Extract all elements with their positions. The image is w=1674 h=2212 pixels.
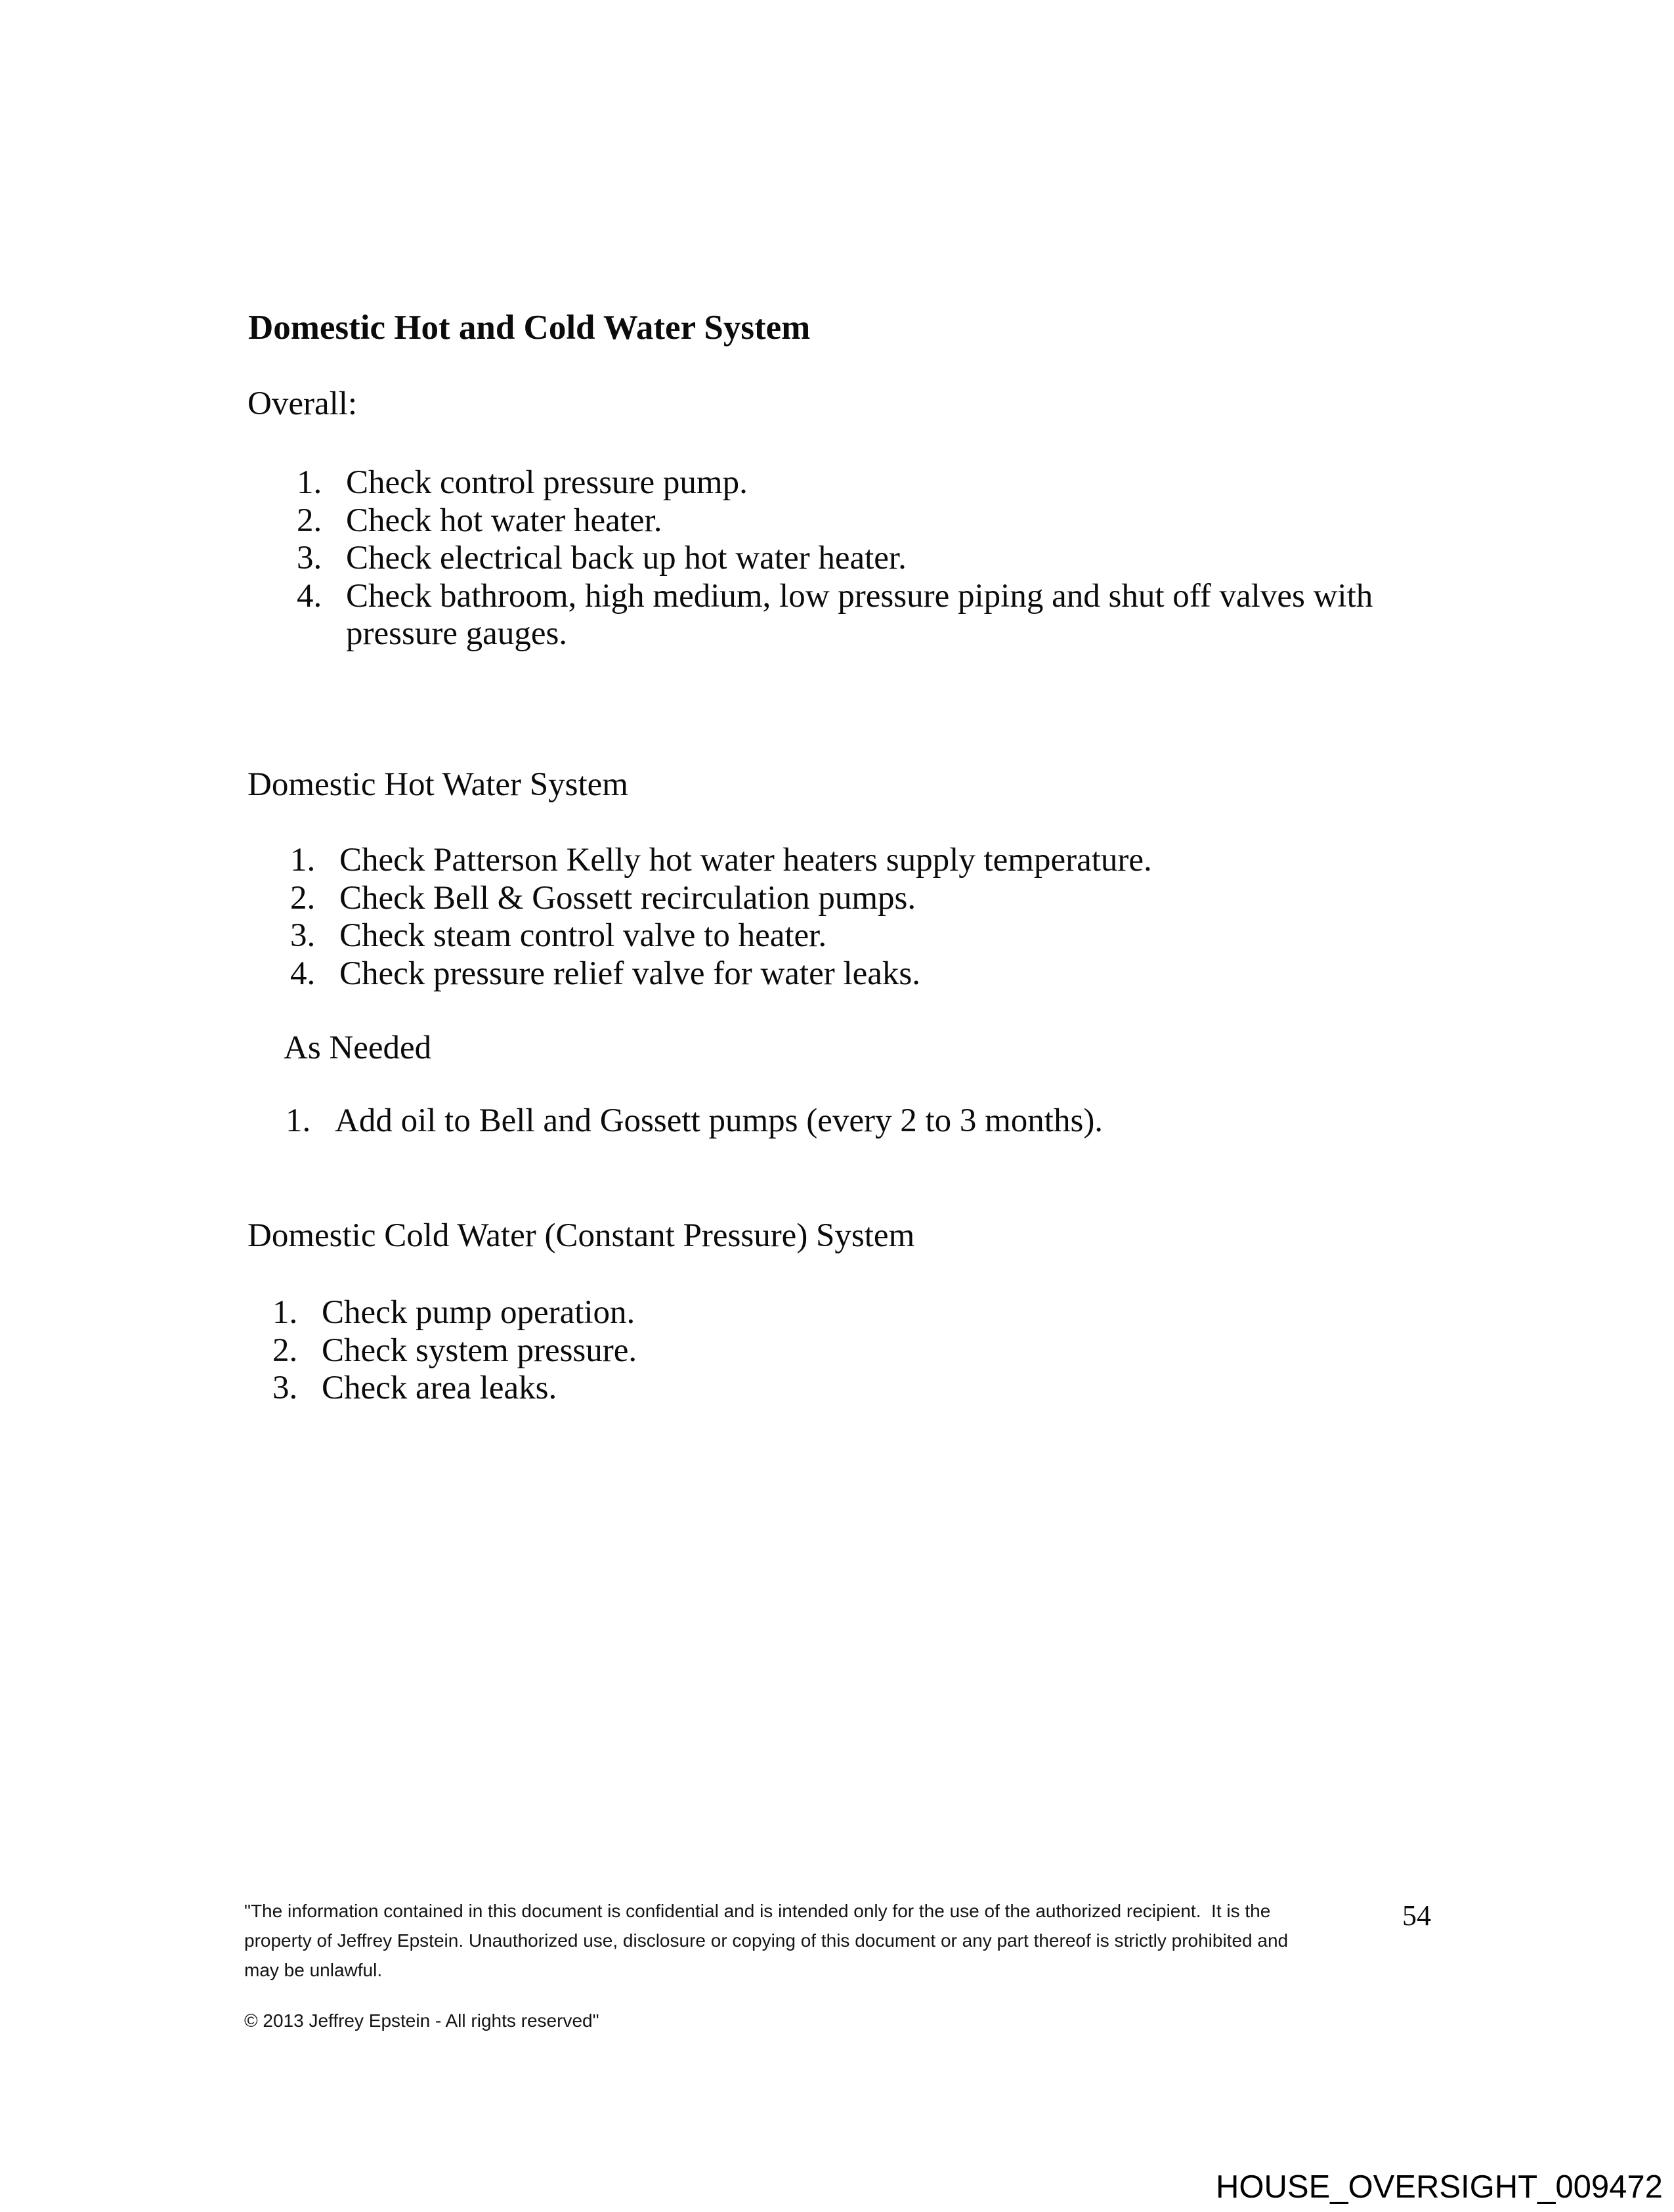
list-item <box>290 955 1403 993</box>
hot-water-checklist <box>290 842 1403 993</box>
list-item <box>272 1294 1385 1332</box>
list-item-text: Check pump operation. <box>322 1294 635 1331</box>
list-item <box>290 917 1403 955</box>
list-item-text: Check electrical back up hot water heater. <box>346 540 907 576</box>
list-item-text: Check Bell & Gossett recirculation pumps. <box>339 879 916 917</box>
list-item <box>297 540 1409 578</box>
disclaimer-line: property of Jeffrey Epstein. Unauthorized use, disclosure or copying of this document or any part thereof is strictly prohibited and <box>244 1930 1289 1951</box>
cold-water-checklist <box>272 1294 1385 1408</box>
list-item-text: Add oil to Bell and Gossett pumps (every 2 to 3 months). <box>335 1102 1104 1139</box>
list-item-text: Check pressure relief valve for water leaks. <box>339 955 921 992</box>
page-number: 54 <box>1402 1899 1431 1932</box>
document-title: Domestic Hot and Cold Water System <box>248 309 811 347</box>
list-item-text: Check area leaks. <box>322 1370 557 1406</box>
list-item-text: Check bathroom, high medium, low pressure piping and shut off valves with pressure gauges. <box>346 577 1373 652</box>
list-item <box>297 464 1409 502</box>
section-heading-hot-water: Domestic Hot Water System <box>247 766 628 803</box>
list-item <box>290 842 1403 880</box>
list-item-text: Check control pressure pump. <box>346 464 748 501</box>
overall-checklist <box>297 464 1409 653</box>
list-item-text: Check system pressure. <box>322 1332 637 1369</box>
list-item-text: Check steam control valve to heater. <box>339 917 827 954</box>
section-heading-cold-water: Domestic Cold Water (Constant Pressure) System <box>247 1217 915 1254</box>
disclaimer-line: may be unlawful. <box>244 1960 383 1980</box>
confidentiality-disclaimer <box>244 1896 1288 1985</box>
bates-stamp: HOUSE_OVERSIGHT_009472 <box>1216 2169 1663 2205</box>
list-item <box>272 1370 1385 1408</box>
list-item-text: Check hot water heater. <box>346 502 662 539</box>
list-item <box>286 1102 1398 1140</box>
list-item <box>290 880 1403 918</box>
list-item <box>297 502 1409 540</box>
list-item <box>297 578 1409 653</box>
list-item <box>272 1332 1385 1370</box>
subsection-heading-as-needed: As Needed <box>284 1030 432 1066</box>
disclaimer-line: "The information contained in this document is confidential and is intended only for the use of the authorized recipient. It is the <box>244 1901 1271 1921</box>
section-heading-overall: Overall: <box>247 385 358 422</box>
copyright-notice: © 2013 Jeffrey Epstein - All rights reserved" <box>244 2010 599 2031</box>
as-needed-checklist <box>286 1102 1398 1140</box>
list-item-text: Check Patterson Kelly hot water heaters supply temperature. <box>339 842 1152 878</box>
